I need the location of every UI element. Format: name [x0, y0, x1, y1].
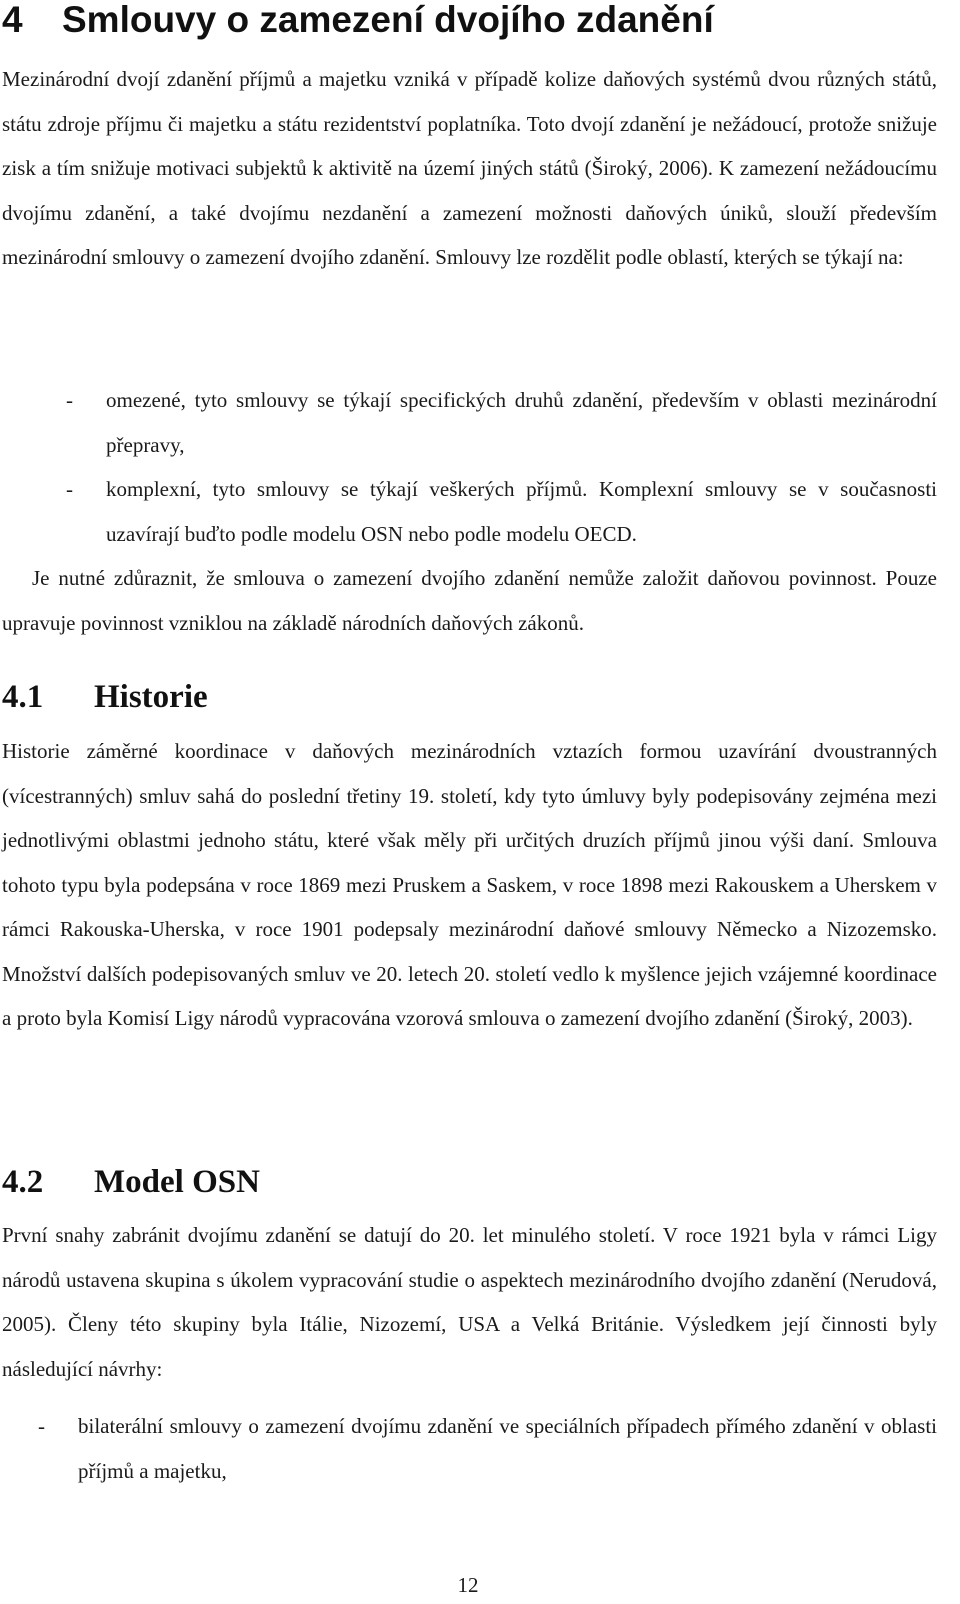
- list-item-text: bilaterální smlouvy o zamezení dvojímu zdanění ve speciálních případech přímého zdanění v oblasti příjmů a majetku,: [78, 1414, 937, 1483]
- history-paragraph: Historie záměrné koordinace v daňových mezinárodních vztazích formou uzavírání dvoustranných (vícestranných) smluv sahá do poslední třetiny 19. století, kdy tyto úmluvy byly podepisovány zejména mezi jednotlivými oblastmi jednoho státu, které však měly při určitých druzích příjmů jinou výši daní. Smlouva tohoto typu byla podepsána v roce 1869 mezi Pruskem a Saskem, v roce 1898 mezi Rakouskem a Uherskem v rámci Rakouska-Uherska, v roce 1901 podepsaly mezinárodní daňové smlouvy Německo a Nizozemsko. Množství dalších podepisovaných smluv ve 20. letech 20. století vedlo k myšlence jejich vzájemné koordinace a proto byla Komisí Ligy národů vypracována vzorová smlouva o zamezení dvojího zdanění (Široký, 2003).: [2, 739, 937, 1030]
- subsection-heading-osn: [2, 1162, 260, 1202]
- list-item-text: omezené, tyto smlouvy se týkají specifických druhů zdanění, především v oblasti mezinárodní přepravy,: [106, 388, 937, 457]
- treaty-type-list: [66, 378, 937, 556]
- list-item-text: komplexní, tyto smlouvy se týkají veškerých příjmů. Komplexní smlouvy se v současnosti uzavírají buďto podle modelu OSN nebo podle modelu OECD.: [106, 477, 937, 546]
- subsection-title: Model OSN: [94, 1164, 260, 1200]
- list-item: [66, 378, 937, 467]
- subsection-number: 4.1: [2, 679, 44, 715]
- osn-proposals-list: [38, 1404, 937, 1493]
- subsection-title: Historie: [94, 679, 208, 715]
- page-number: 12: [457, 1573, 479, 1597]
- note-paragraph: Je nutné zdůraznit, že smlouva o zamezení dvojího zdanění nemůže založit daňovou povinnost. Pouze upravuje povinnost vzniklou na základě národních daňových zákonů.: [2, 566, 937, 635]
- list-item: [66, 467, 937, 556]
- osn-paragraph: První snahy zabránit dvojímu zdanění se datují do 20. let minulého století. V roce 1921 byla v rámci Ligy národů ustavena skupina s úkolem vypracování studie o aspektech mezinárodního dvojího zdanění (Nerudová, 2005). Členy této skupiny byla Itálie, Nizozemí, USA a Velká Británie. Výsledkem její činnosti byly následující návrhy:: [2, 1223, 937, 1381]
- section-number: 4: [2, 0, 23, 40]
- intro-paragraph: Mezinárodní dvojí zdanění příjmů a majetku vzniká v případě kolize daňových systémů dvou různých států, státu zdroje příjmu či majetku a státu rezidentství poplatníka. Toto dvojí zdanění je nežádoucí, protože snižuje zisk a tím snižuje motivaci subjektů k aktivitě na území jiných států (Široký, 2006). K zamezení nežádoucímu dvojímu zdanění, a také dvojímu nezdanění a zamezení možnosti daňových úniků, slouží především mezinárodní smlouvy o zamezení dvojího zdanění. Smlouvy lze rozdělit podle oblastí, kterých se týkají na:: [2, 67, 937, 269]
- list-item: [38, 1404, 937, 1493]
- subsection-number: 4.2: [2, 1164, 44, 1200]
- subsection-heading-history: [2, 677, 208, 717]
- section-heading: [2, 0, 714, 42]
- list-dash: -: [66, 477, 73, 501]
- list-dash: -: [66, 388, 73, 412]
- list-dash: -: [38, 1414, 45, 1438]
- section-title: Smlouvy o zamezení dvojího zdanění: [62, 0, 714, 40]
